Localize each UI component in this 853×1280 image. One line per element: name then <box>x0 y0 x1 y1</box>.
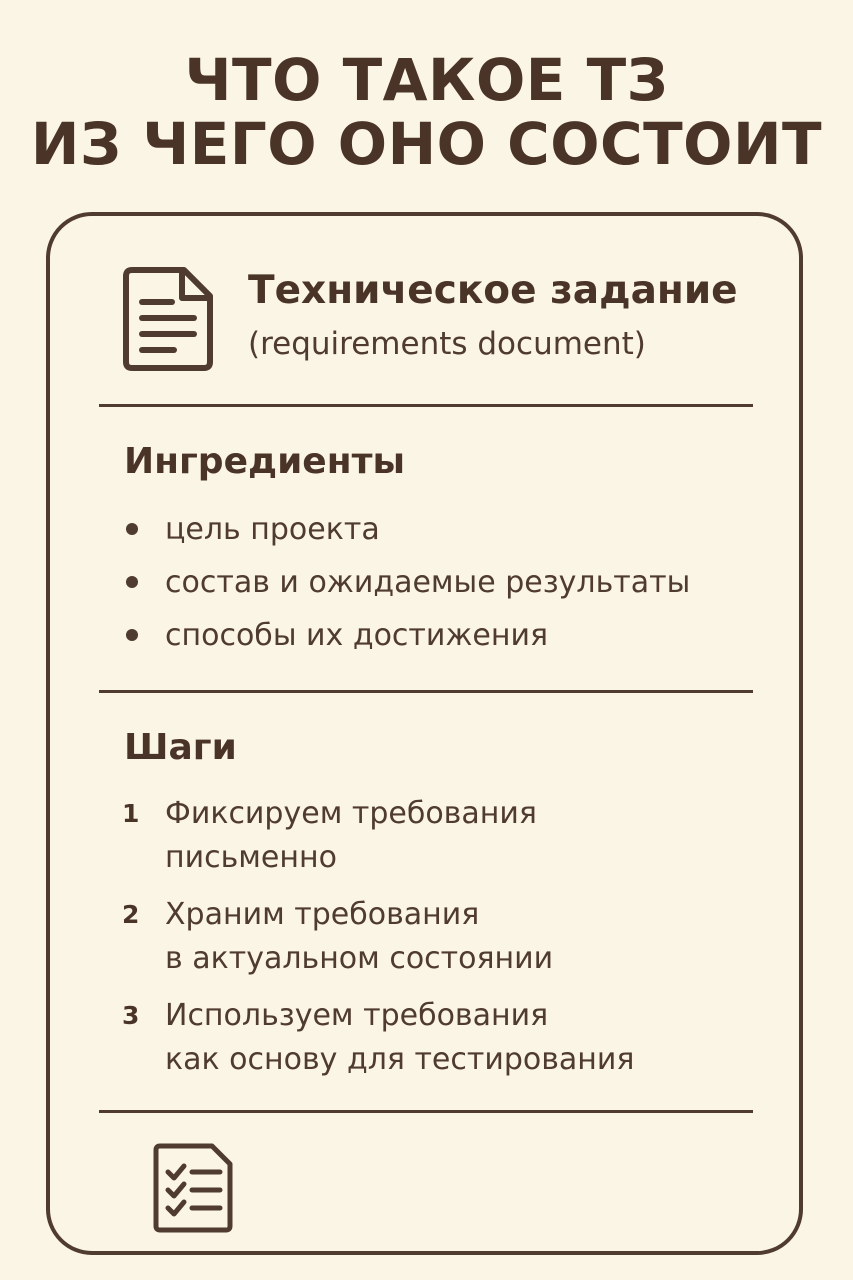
step-line-1: Фиксируем требования <box>165 796 537 831</box>
step-line-2: в актуальном состоянии <box>165 941 554 976</box>
list-item-label: цель проекта <box>165 512 380 547</box>
ingredients-title: Ингредиенты <box>124 441 406 482</box>
bullet-dot-icon <box>126 629 138 641</box>
step-number: 2 <box>122 900 140 929</box>
document-heading: Техническое задание <box>248 268 738 313</box>
step-number: 1 <box>122 799 140 828</box>
checklist-icon <box>152 1142 234 1234</box>
step-line-1: Храним требования <box>165 897 480 932</box>
step-text <box>165 893 553 981</box>
step-line-1: Используем требования <box>165 998 549 1033</box>
document-icon <box>122 266 214 372</box>
step-text <box>165 792 537 880</box>
bullet-dot-icon <box>126 576 138 588</box>
title-line-2: ИЗ ЧЕГО ОНО СОСТОИТ <box>30 110 823 178</box>
step-number: 3 <box>122 1001 140 1030</box>
steps-title: Шаги <box>124 727 237 768</box>
title-line-1: ЧТО ТАКОЕ ТЗ <box>184 46 669 114</box>
divider <box>99 690 753 693</box>
divider <box>99 1110 753 1113</box>
document-subheading: (requirements document) <box>248 326 646 362</box>
step-text <box>165 994 634 1082</box>
page-title <box>0 48 853 176</box>
step-line-2: письменно <box>165 840 337 875</box>
bullet-dot-icon <box>126 523 138 535</box>
list-item-label: состав и ожидаемые результаты <box>165 565 691 600</box>
step-line-2: как основу для тестирования <box>165 1042 635 1077</box>
list-item-label: способы их достижения <box>165 618 549 653</box>
divider <box>99 404 753 407</box>
